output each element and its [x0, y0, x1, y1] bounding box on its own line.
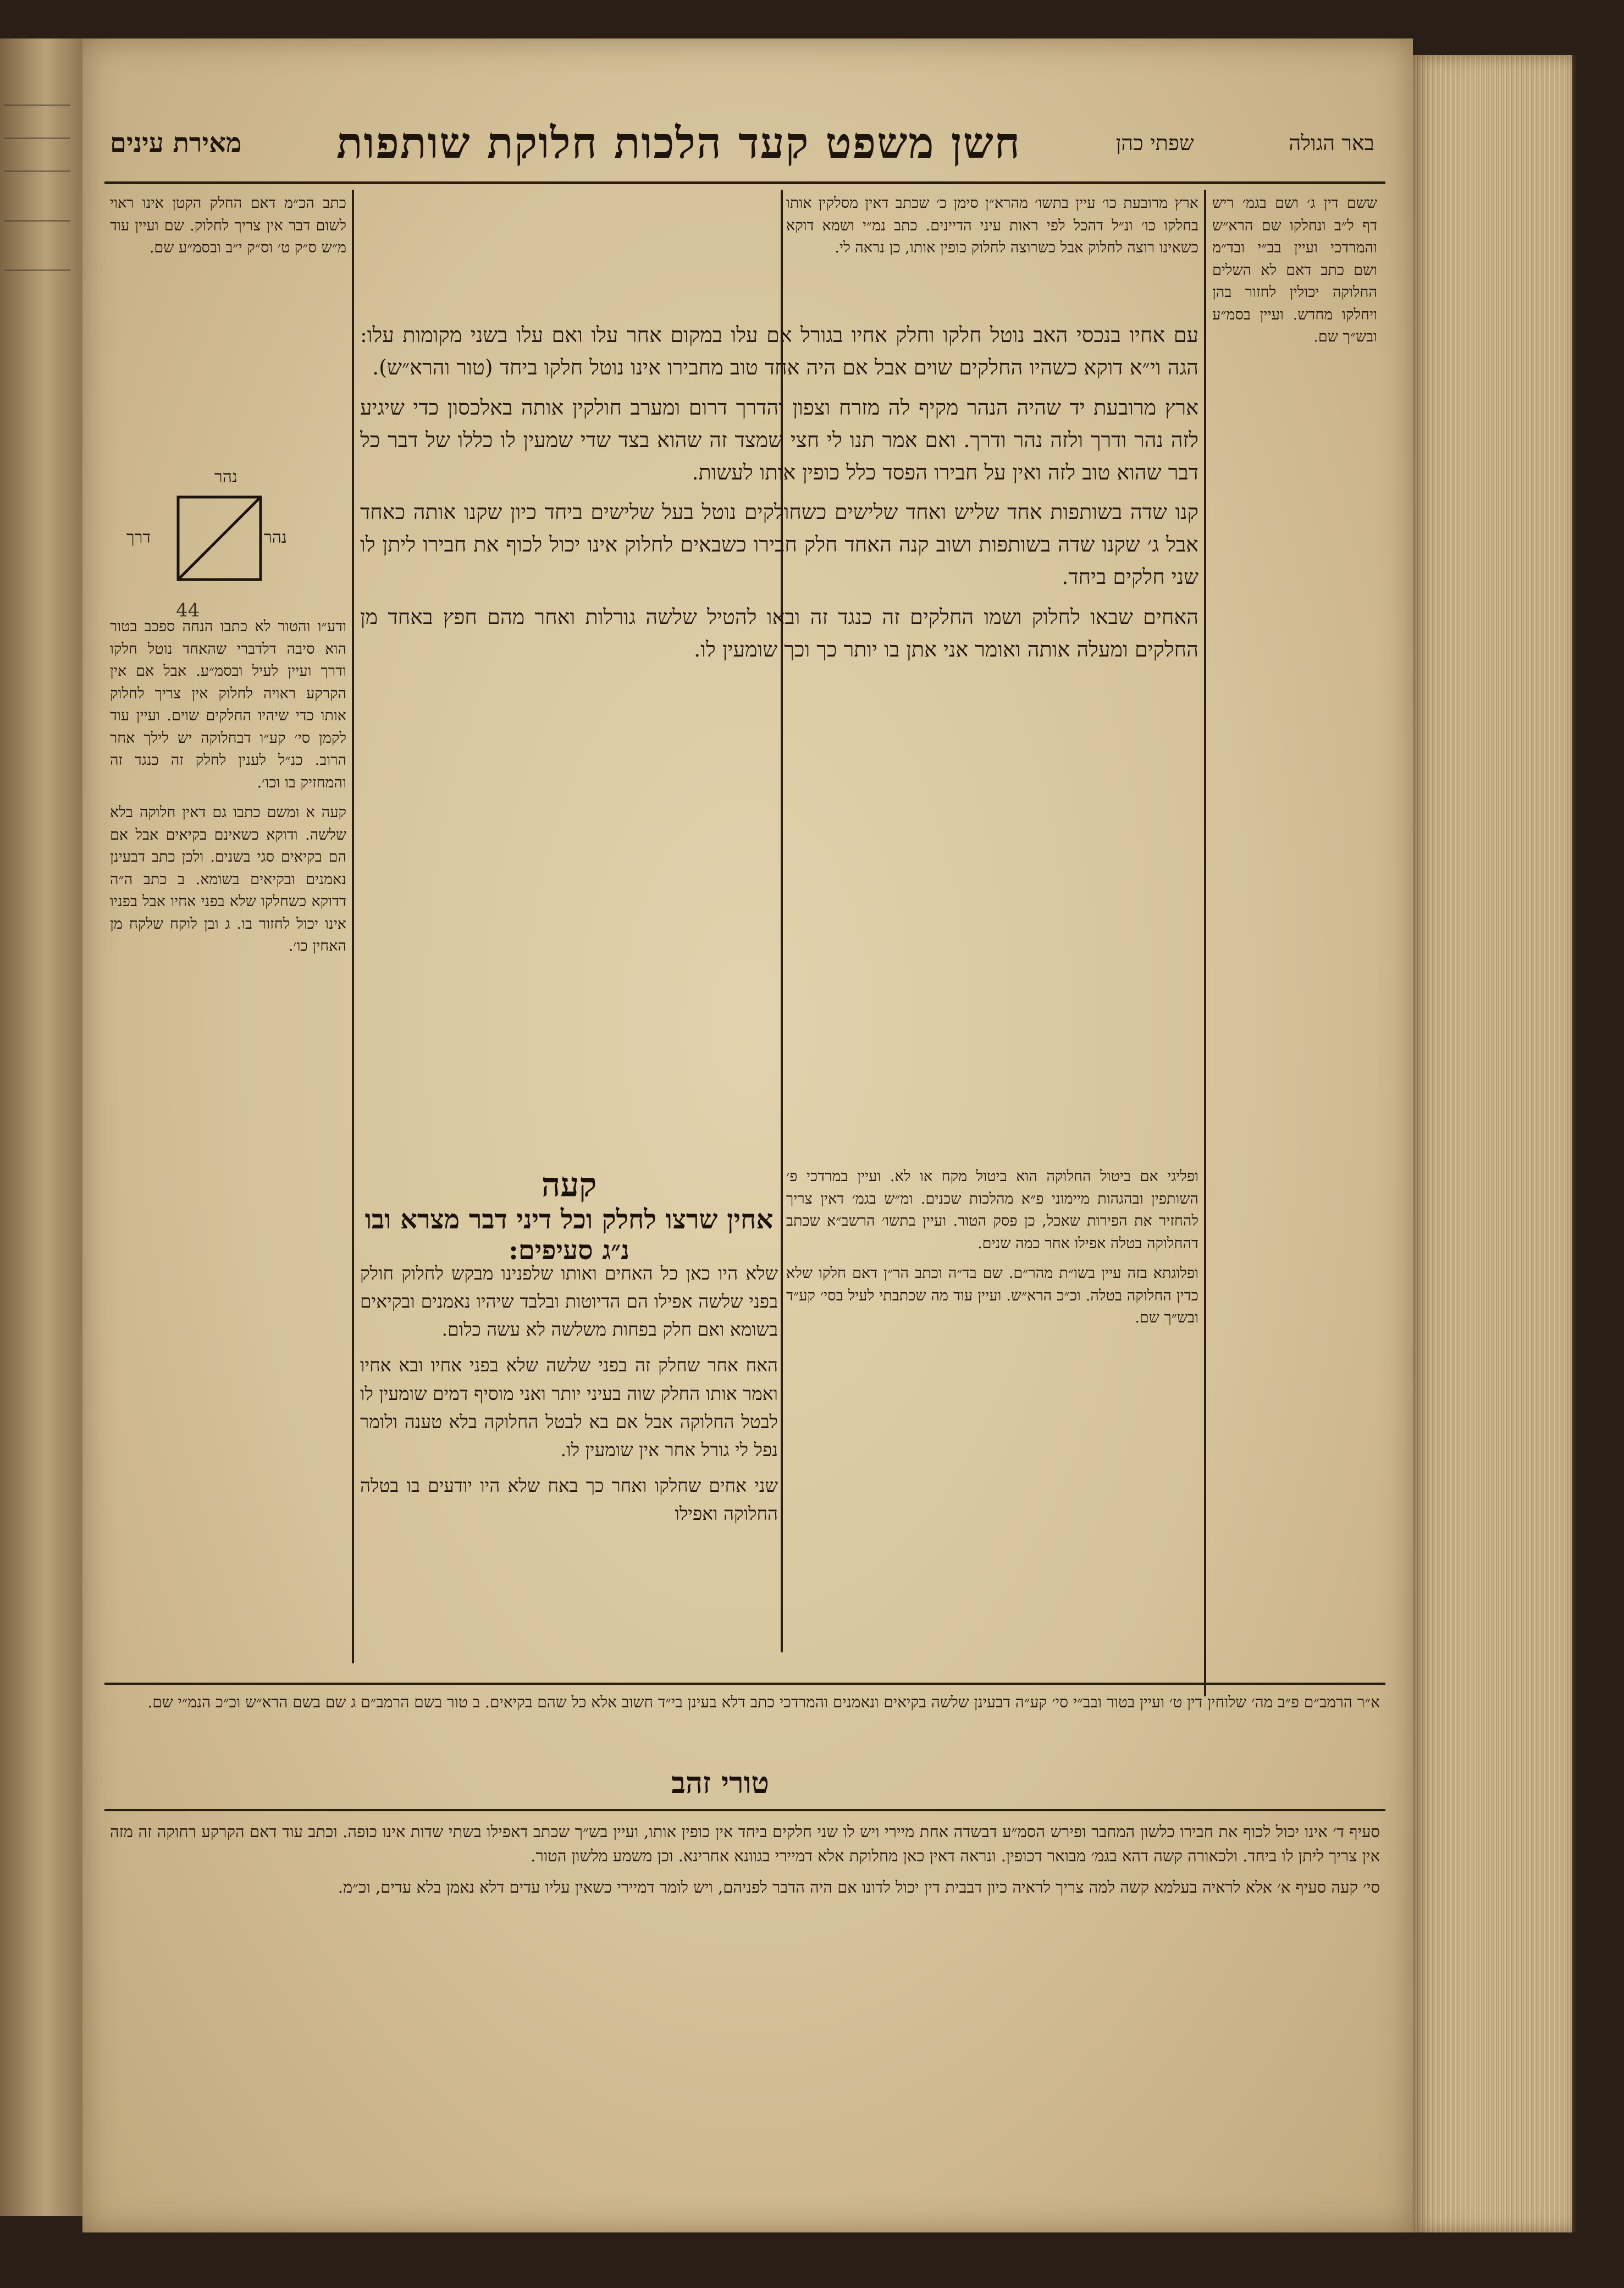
diagram-right-label: נהר [264, 528, 287, 547]
leaf-label: מאירת עינים [110, 128, 242, 158]
lower-right-margin-text: ופלוגתא בזה עיין בשו״ת מהר״ם. שם בד״ה וכתב הר״ן דאם חלקו שלא כדין החלוקה בטלה. וכ״כ הרא״ש. ועיין עוד מה שכתבתי לעיל בסי׳ קע״ד ובש״ך שם. [786, 1265, 1198, 1326]
lower-middle-commentary [786, 1166, 1198, 1677]
main-paragraph-2: ארץ מרובעת יד שהיה הנהר מקיף לה מזרח וצפון והדרך דרום ומערב חולקין אותה באלכסון כדי שיגיע לזה נהר ודרך ולזה נהר ודרך. ואם אמר תנו לי חצי שמצד זה שהוא בצד שדי שמעין לו כללו של דבר כל דבר שהוא טוב לזה ואין על חבירו הפסד כלל כופין אותו לעשות. [360, 395, 1198, 484]
turei-zahav-paragraph-2: סי׳ קעה סעיף א׳ אלא לראיה בעלמא קשה למה צריך לראיה כיון דבבית דין יכול לדונו אם היה הדבר לפניהם, ויש לומר דמיירי כשאין עליו עדים דלא נאמן בלא עדים, וכ״מ. [338, 1878, 1380, 1896]
turei-zahav-rule [104, 1809, 1385, 1811]
turei-zahav-heading: טורי זהב [671, 1765, 770, 1800]
turei-zahav-text [110, 1820, 1380, 2161]
siman-paragraph-3: שני אחים שחלקו ואחר כך באח שלא היו יודעים בו בטלה החלוקה ואפילו [360, 1474, 778, 1525]
field-diagram-drawing [176, 495, 264, 583]
main-title: חשן משפט קעד הלכות חלוקת שותפות [336, 118, 1021, 168]
fore-edge-of-book [1413, 55, 1576, 2232]
upper-middle-commentary [786, 192, 1198, 313]
column-rule-left [352, 190, 354, 1663]
page-number: 44 [176, 599, 200, 621]
commentary-label: שפתי כהן [1115, 130, 1194, 155]
lower-section-rule [104, 1683, 1385, 1685]
left-commentary-text-2: קעה א ומשם כתבו גם דאין חלוקה בלא שלשה. ודוקא כשאינם בקיאים אבל אם הם בקיאים סגי בשנים. ולכן כתב דבעינן נאמנים ובקיאים בשומא. ב כתב ה״ה דדוקא כשחלקו שלא בפני אחיו אבל בפניו אינו יכול לחזור בו. ג ובן לוקח שלקח מן האחין כו׳. [110, 804, 346, 955]
main-paragraph-3: קנו שדה בשותפות אחד שליש ואחד שלישים כשחולקים נוטל בעל שלישים ביחד כיון שקנו אותה כאחד אבל ג׳ שקנו שדה בשותפות ושוב קנה האחד חלק חבירו כשבאים לחלוק אינו יכול לכוף את חבירו ליתן לו שני חלקים ביחד. [360, 500, 1198, 589]
page-header [110, 104, 1374, 181]
lower-middle-text: ופליגי אם ביטול החלוקה הוא ביטול מקח או לא. ועיין במרדכי פ׳ השותפין ובהגהות מיימוני פ״א מהלכות שכנים. ומ״ש בגמ׳ דאין צריך להחזיר את הפירות שאכל, כן פסק הטור. ועיין בתשו׳ הרשב״א שכתב דהחלוקה בטלה אפילו אחר כמה שנים. [786, 1168, 1198, 1252]
upper-left-text: כתב הכ״מ דאם החלק הקטן אינו ראוי לשום דבר אין צריך לחלוק. שם ועיין עוד מ״ש ס״ק ט׳ וס״ק י״ב ובסמ״ע שם. [110, 195, 346, 256]
upper-left-commentary [110, 192, 346, 467]
main-paragraph-4: האחים שבאו לחלוק ושמו החלקים זה כנגד זה ובאו להטיל שלשה גורלות ואחר מהם חפץ באחד מן החלקים ומעלה אותה ואומר אני אתן בו יותר כך וכך שומעין לו. [360, 605, 1198, 662]
outer-margin-text: ששם דין ג׳ ושם בגמ׳ ריש דף ל״ב ונחלקו שם הרא״ש והמרדכי ועיין בב״י ובד״מ ושם כתב דאם לא השלים החלוקה יכולין לחזור בהן ויחלקו מחדש. ועיין בסמ״ע ובש״ך שם. [1212, 195, 1377, 345]
siman-heading [360, 1166, 778, 1266]
adjacent-page-edge [0, 38, 84, 2216]
sources-note-text: א״ר הרמב״ם פ״ב מה׳ שלוחין דין ט׳ ועיין בטור ובב״י סי׳ קע״ה דבעינן שלשה בקיאים ונאמנים והמרדכי כתב דלא בעינן בי״ד חשוב אלא כל שהם בקיאים. ב טור בשם הרמב״ם ג שם בשם הרא״ש וכ״כ הנמ״י שם. [147, 1693, 1380, 1711]
main-text-column [360, 319, 1198, 1155]
siman-text-column [360, 1259, 778, 1677]
siman-number: קעה [541, 1166, 597, 1204]
diagram-top-label: נהר [214, 467, 237, 487]
diagram-left-label: דרך [126, 528, 151, 547]
upper-middle-text: ארץ מרובעת כו׳ עיין בתשו׳ מהרא״ן סימן כ׳ שכתב דאין מסלקין אותו בחלקו כו׳ ונ״ל דהכל לפי ראות עיני הדיינים. כתב נמ״י ושמא דוקא כשאינו רוצה לחלוק אבל כשרוצה לחלוק כופין אותו, כן נראה לי. [786, 195, 1198, 256]
outer-margin-column [1212, 192, 1377, 1677]
running-title-right: באר הגולה [1289, 130, 1374, 155]
left-commentary-column [110, 616, 346, 1677]
left-commentary-text-1: ודע״ו והטור לא כתבו הנחה ספכב בטור הוא סיבה דלדברי שהאחד נוטל חלקו ודרך ועיין לעיל ובסמ״ע. אבל אם אין הקרקע ראויה לחלוק אין צריך לחלוק אותו כדי שיהיו החלקים שוים. ועיין עוד לקמן סי׳ קע״ו דבחלוקה יש לילך אחר הרוב. כנ״ל לענין לחלק זה כנגד זה והמחזיק בו וכו׳. [110, 618, 346, 791]
siman-paragraph-1: שלא היו כאן כל האחים ואותו שלפנינו מבקש לחלוק חולק בפני שלשה אפילו הם הדיוטות ובלבד שיהיו נאמנים ובקיאים בשומא ואם חלק בפחות משלשה לא עשה כלום. [360, 1262, 778, 1341]
margin-rule-right [1204, 190, 1206, 1696]
siman-paragraph-2: האח אחר שחלק זה בפני שלשה שלא בפני אחיו ובא אחיו ואמר אותו החלק שוה בעיני יותר ואני מוסיף דמים שומעין לו לבטל החלוקה אבל אם בא לבטל החלוקה בלא טענה ולומר נפל לי גורל אחר אין שומעין לו. [360, 1354, 778, 1460]
header-rule [104, 181, 1385, 184]
main-paragraph-1: עם אחיו בנכסי האב נוטל חלקו וחלק אחיו בגורל אם עלו במקום אחר עלו ואם עלו בשני מקומות עלו: הגה וי״א דוקא כשהיו החלקים שוים אבל אם היה אחד טוב מחבירו אינו נוטל חלקו ביחד (טור והרא״ש). [360, 323, 1198, 379]
turei-zahav-paragraph-1: סעיף ד׳ אינו יכול לכוף את חבירו כלשון המחבר ופירש הסמ״ע דבשדה אחת מיירי ויש לו שני חלקים ביחד אין כופין אותו, ועיין בש״ך שכתב דאפילו בשתי שדות אינו כופה. וכתב עוד דאם הקרקע רחוקה זה מזה אין צריך ליתן לו ביחד. ולכאורה קשה דהא בגמ׳ מבואר דכופין. ונראה דאין כאן מחלוקת אלא דמיירי בגוונא אחרינא. וכן משמע מלשון הטור. [110, 1822, 1380, 1865]
siman-title: אחין שרצו לחלק וכל דיני דבר מצרא ובו נ״ג סעיפים: [364, 1204, 774, 1266]
field-diagram [126, 467, 287, 610]
